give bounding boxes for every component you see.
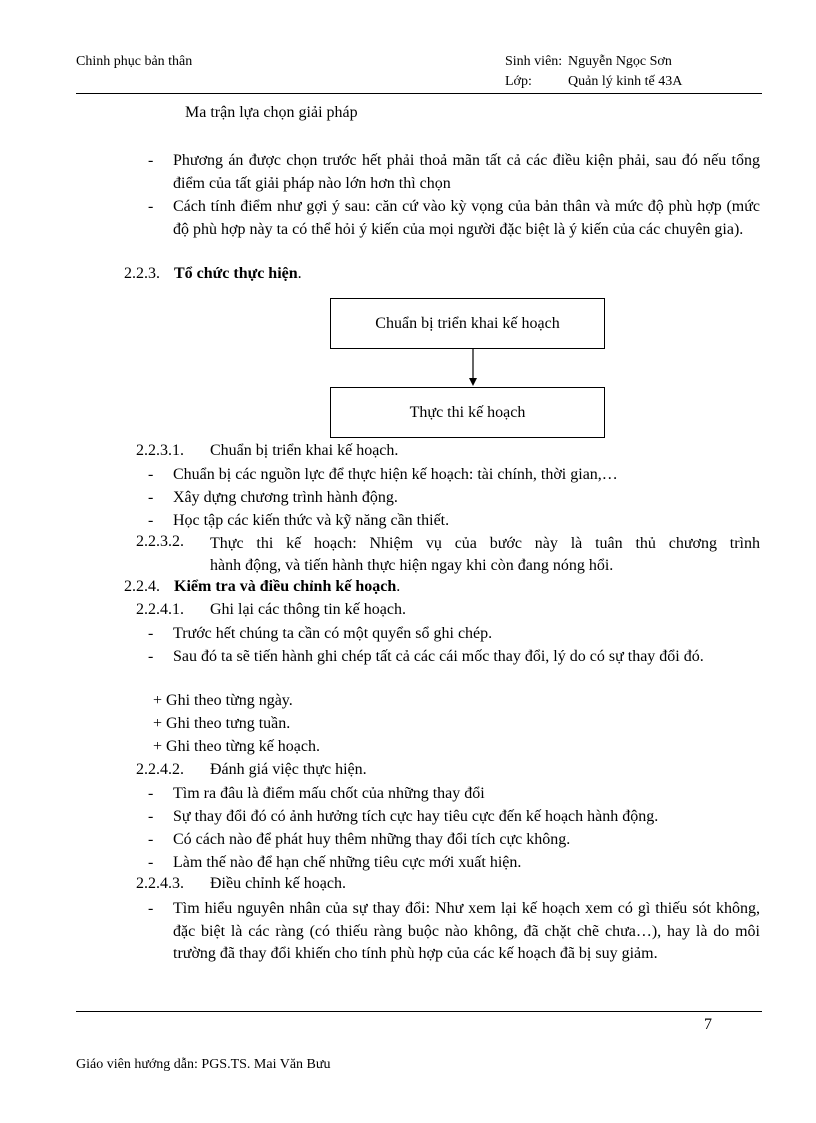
bullet-dash: - [148, 785, 154, 802]
section-2-2-4-3-number: 2.2.4.3. [136, 875, 184, 892]
list-item [148, 487, 760, 509]
bullet-text: Học tập các kiến thức và kỹ năng cần thiết. [173, 512, 450, 529]
flow-arrow [465, 349, 481, 387]
list-item [148, 783, 760, 805]
section-2-2-4-1-number: 2.2.4.1. [136, 601, 184, 618]
bullet-text: Tìm ra đâu là điểm mấu chốt của những thay đổi [173, 785, 485, 802]
plus-item: + Ghi theo từng ngày. [153, 692, 293, 709]
list-item [148, 829, 760, 851]
bullet-dash: - [148, 512, 154, 529]
bullet-dash: - [148, 489, 154, 506]
header-document-title: Chinh phục bản thân [76, 54, 193, 69]
section-2-2-3-number: 2.2.3. [124, 265, 160, 282]
bullet-dash: - [148, 648, 154, 665]
list-item [148, 623, 760, 645]
header-class-name: Quản lý kinh tế 43A [568, 74, 683, 89]
bullet-dash: - [148, 625, 154, 642]
page-number: 7 [704, 1016, 712, 1033]
plus-item: + Ghi theo tưng tuần. [153, 715, 291, 732]
matrix-caption: Ma trận lựa chọn giải pháp [185, 104, 358, 121]
flow-box-prepare: Chuẩn bị triển khai kế hoạch [330, 298, 605, 349]
section-2-2-3-1-number: 2.2.3.1. [136, 442, 184, 459]
list-item [148, 898, 760, 988]
list-item [148, 464, 760, 486]
header-student-name: Nguyễn Ngọc Sơn [568, 54, 672, 69]
flow-box-execute: Thực thi kế hoạch [330, 387, 605, 438]
bullet-dash: - [148, 808, 154, 825]
footer-advisor: Giáo viên hướng dẫn: PGS.TS. Mai Văn Bưu [76, 1057, 331, 1072]
section-2-2-4-title: Kiểm tra và điều chỉnh kế hoạch. [174, 578, 401, 595]
section-2-2-4-2-number: 2.2.4.2. [136, 761, 184, 778]
bullet-text: Sau đó ta sẽ tiến hành ghi chép tất cả các cái mốc thay đổi, lý do có sự thay đổi đó. [173, 648, 704, 665]
bullet-text: Phương án được chọn trước hết phải thoả mãn tất cả các điều kiện phải, sau đó nếu tổng điểm của tất giải pháp nào lớn hơn thì chọn [173, 152, 760, 192]
list-item [148, 196, 760, 264]
list-item [148, 806, 760, 828]
bullet-text: Chuẩn bị các nguồn lực để thực hiện kế hoạch: tài chính, thời gian,… [173, 466, 618, 483]
bullet-dash: - [148, 831, 154, 848]
bullet-dash: - [148, 854, 154, 871]
bullet-dash: - [148, 198, 154, 215]
section-2-2-4-3-title: Điều chỉnh kế hoạch. [210, 875, 346, 892]
header-student-label: Sinh viên: [505, 54, 563, 69]
bullet-text: Làm thế nào để hạn chế những tiêu cực mới xuất hiện. [173, 854, 522, 871]
list-item [148, 852, 760, 874]
bullet-text: Có cách nào để phát huy thêm những thay đổi tích cực không. [173, 831, 571, 848]
footer-rule [76, 1011, 762, 1012]
bullet-text: Cách tính điểm như gợi ý sau: căn cứ vào kỳ vọng của bản thân và mức độ phù hợp (mức độ phù hợp này ta có thể hỏi ý kiến của mọi người đặc biệt là ý kiến của các chuyên gia). [173, 198, 760, 238]
bullet-text: Tìm hiểu nguyên nhân của sự thay đổi: Như xem lại kế hoạch xem có gì thiếu sót không, đặc biệt là các ràng (có thiếu ràng buộc nào không, đã chặt chẽ chưa…), hay là do môi trường đã thay đổi khiến cho tính phù hợp của các kế hoạch đã bị suy giảm. [173, 900, 760, 962]
section-2-2-3-1-title: Chuẩn bị triển khai kế hoạch. [210, 442, 399, 459]
list-item [148, 150, 760, 195]
section-2-2-3-title: Tổ chức thực hiện. [174, 265, 302, 282]
bullet-dash: - [148, 900, 154, 917]
section-2-2-4-1-title: Ghi lại các thông tin kế hoạch. [210, 601, 406, 618]
header-rule [76, 93, 762, 94]
bullet-text: Trước hết chúng ta cần có một quyển sổ ghi chép. [173, 625, 493, 642]
section-2-2-3-2-line1: Thực thi kế hoạch: Nhiệm vụ của bước này là tuân thủ chương trình [210, 535, 760, 552]
section-2-2-4-2-title: Đánh giá việc thực hiện. [210, 761, 367, 778]
section-2-2-3-2-number: 2.2.3.2. [136, 533, 184, 550]
bullet-text: Sự thay đổi đó có ảnh hưởng tích cực hay tiêu cực đến kế hoạch hành động. [173, 808, 659, 825]
bullet-dash: - [148, 466, 154, 483]
list-item [148, 646, 760, 691]
bullet-text: Xây dựng chương trình hành động. [173, 489, 398, 506]
bullet-dash: - [148, 152, 154, 169]
list-item [148, 510, 760, 532]
section-2-2-3-2-line2: hành động, và tiến hành thực hiện ngay khi còn đang nóng hổi. [210, 557, 614, 574]
plus-item: + Ghi theo từng kế hoạch. [153, 738, 320, 755]
header-class-label: Lớp: [505, 74, 532, 89]
section-2-2-4-number: 2.2.4. [124, 578, 160, 595]
